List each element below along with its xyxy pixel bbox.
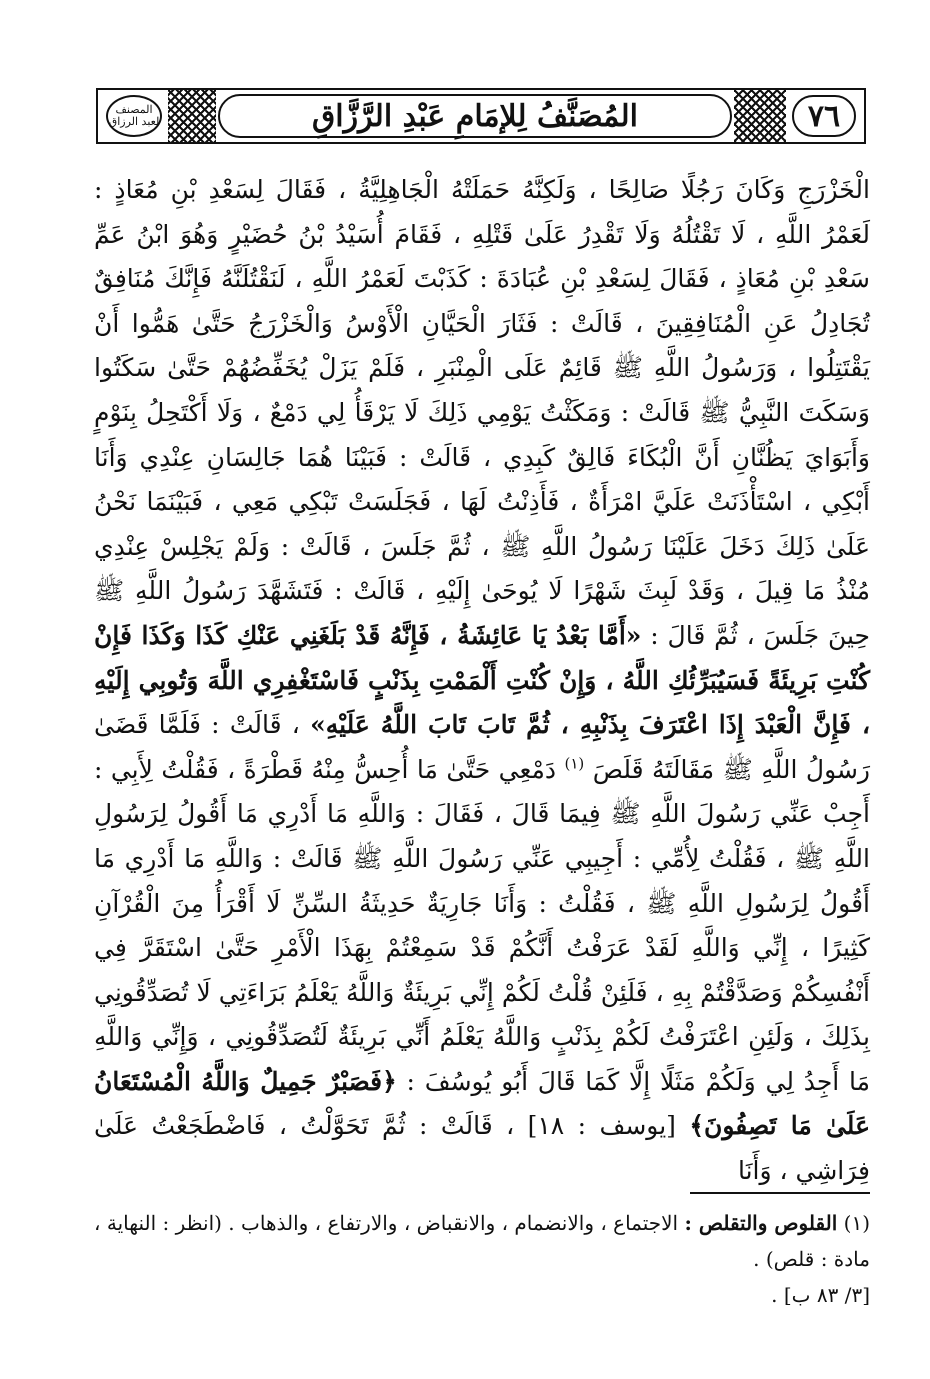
page-ref-text: [٣/ ٨٣ ب] . xyxy=(771,1283,870,1307)
footnote-marker[interactable]: (١) xyxy=(564,754,585,773)
footnote-divider xyxy=(690,1192,870,1194)
header-ornament-right xyxy=(734,90,786,142)
main-text xyxy=(94,168,870,1194)
footnote-1 xyxy=(94,1205,870,1277)
hadith-quote: «أَمَّا بَعْدُ يَا عَائِشَةُ ، فَإِنَّهُ قَدْ بَلَغَنِي عَنْكِ كَذَا وَكَذَا فَإِنْ كُنْتِ بَرِيئَةً فَسَيُبَرِّئُكِ اللَّهُ ، وَإِنْ كُنْتِ أَلْمَمْتِ بِذَنْبٍ فَاسْتَغْفِرِي اللَّهَ وَتُوبِي إِلَيْهِ ، فَإِنَّ الْعَبْدَ إِذَا اعْتَرَفَ بِذَنْبِهِ ، ثُمَّ تَابَ تَابَ اللَّهُ عَلَيْهِ» xyxy=(94,620,871,740)
text-segment: ، قَالَتْ : فَلَمَّا قَضَىٰ رَسُولُ اللَّهِ ﷺ مَقَالَتَهُ قَلَصَ xyxy=(94,710,871,784)
text-segment: دَمْعِي حَتَّىٰ مَا أُحِسُّ مِنْهُ قَطْرَةً ، فَقُلْتُ لِأَبِي : أَجِبْ عَنِّي رَسُولَ اللَّهِ ﷺ فِيمَا قَالَ ، فَقَالَ : وَاللَّهِ مَا أَدْرِي مَا أَقُولُ لِرَسُولِ اللَّهِ ﷺ ، فَقُلْتُ لِأُمِّي : أَجِيبِي عَنِّي رَسُولَ اللَّهِ ﷺ قَالَتْ : وَاللَّهِ مَا أَدْرِي مَا أَقُولُ لِرَسُولِ اللَّهِ ﷺ ، فَقُلْتُ : وَأَنَا جَارِيَةٌ حَدِيثَةُ السِّنِّ لَا أَقْرَأُ مِنَ الْقُرْآنِ كَثِيرًا ، إِنِّي وَاللَّهِ لَقَدْ عَرَفْتُ أَنَّكُمْ قَدْ سَمِعْتُمْ بِهَذَا الْأَمْرِ حَتَّىٰ اسْتَقَرَّ فِي أَنْفُسِكُمْ وَصَدَّقْتُمْ بِهِ ، فَلَئِنْ قُلْتُ لَكُمْ إِنِّي بَرِيئَةٌ وَاللَّهُ يَعْلَمُ بَرَاءَتِي لَا تُصَدِّقُونِي بِذَلِكَ ، وَلَئِنِ اعْتَرَفْتُ لَكُمْ بِذَنْبٍ وَاللَّهُ يَعْلَمُ أَنِّي بَرِيئَةٌ لَتُصَدِّقُونِي ، وَإِنِّي وَاللَّهِ مَا أَجِدُ لِي وَلَكُمْ مَثَلًا إِلَّا كَمَا قَالَ أَبُو يُوسُفَ : xyxy=(94,754,870,1096)
footnote-text: الاجتماع ، والانضمام ، والانقباض ، والارتفاع ، والذهاب . (انظر : النهاية ، مادة : قلص) . xyxy=(94,1211,870,1271)
main-paragraph xyxy=(94,168,870,1194)
header-ornament-left xyxy=(168,90,216,142)
footnotes xyxy=(94,1205,870,1313)
page-header xyxy=(96,88,866,144)
text-segment: ، قَالَتْ : ثُمَّ تَحَوَّلْتُ ، فَاضْطَجَعْتُ عَلَىٰ فِرَاشِي ، وَأَنَا xyxy=(94,1111,870,1186)
verse-reference: [يوسف : ١٨] xyxy=(527,1111,676,1141)
quran-verse: ﴿فَصَبْرٌ جَمِيلٌ وَاللَّهُ الْمُسْتَعَانُ عَلَىٰ مَا تَصِفُونَ﴾ xyxy=(94,1066,870,1141)
book-seal-logo xyxy=(106,95,162,137)
footnote-headword: القلوص والتقلص : xyxy=(684,1211,838,1235)
footnote-number: (١) xyxy=(843,1211,870,1235)
page-number: ٧٦ xyxy=(792,95,856,137)
running-title: المُصَنَّفُ لِلإمَامِ عَبْدِ الرَّزَّاقِ xyxy=(218,94,732,138)
seal-text: المصنف لعبد الرزاق xyxy=(108,103,160,128)
manuscript-page-reference xyxy=(94,1277,870,1313)
text-segment: الْخَزْرَجِ وَكَانَ رَجُلًا صَالِحًا ، وَلَكِنَّهُ حَمَلَتْهُ الْجَاهِلِيَّةُ ، فَقَالَ لِسَعْدِ بْنِ مُعَاذٍ : لَعَمْرُ اللَّهِ ، لَا تَقْتُلُهُ وَلَا تَقْدِرُ عَلَىٰ قَتْلِهِ ، فَقَامَ أُسَيْدُ بْنُ حُضَيْرٍ وَهُوَ ابْنُ عَمِّ سَعْدِ بْنِ مُعَاذٍ ، فَقَالَ لِسَعْدِ بْنِ عُبَادَةَ : كَذَبْتَ لَعَمْرُ اللَّهِ ، لَنَقْتُلَنَّهُ فَإِنَّكَ مُنَافِقٌ تُجَادِلُ عَنِ الْمُنَافِقِينَ ، قَالَتْ : فَثَارَ الْحَيَّانِ الْأَوْسُ وَالْخَزْرَجُ حَتَّىٰ هَمُّوا أَنْ يَقْتَتِلُوا ، وَرَسُولُ اللَّهِ ﷺ قَائِمٌ عَلَى الْمِنْبَرِ ، فَلَمْ يَزَلْ يُخَفِّضُهُمْ حَتَّىٰ سَكَتُوا وَسَكَتَ النَّبِيُّ ﷺ قَالَتْ : وَمَكَثْتُ يَوْمِي ذَلِكَ لَا يَرْقَأُ لِي دَمْعٌ ، وَلَا أَكْتَحِلُ بِنَوْمٍ وَأَبَوَايَ يَظُنَّانِ أَنَّ الْبُكَاءَ فَالِقٌ كَبِدِي ، قَالَتْ : فَبَيْنَا هُمَا جَالِسَانِ عِنْدِي وَأَنَا أَبْكِي ، اسْتَأْذَنَتْ عَلَيَّ امْرَأَةٌ ، فَأَذِنْتُ لَهَا ، فَجَلَسَتْ تَبْكِي مَعِي ، فَبَيْنَمَا نَحْنُ عَلَىٰ ذَلِكَ دَخَلَ عَلَيْنَا رَسُولُ اللَّهِ ﷺ ، ثُمَّ جَلَسَ ، قَالَتْ : وَلَمْ يَجْلِسْ عِنْدِي مُنْذُ مَا قِيلَ ، وَقَدْ لَبِثَ شَهْرًا لَا يُوحَىٰ إِلَيْهِ ، قَالَتْ : فَتَشَهَّدَ رَسُولُ اللَّهِ ﷺ حِينَ جَلَسَ ، ثُمَّ قَالَ : xyxy=(94,175,870,650)
